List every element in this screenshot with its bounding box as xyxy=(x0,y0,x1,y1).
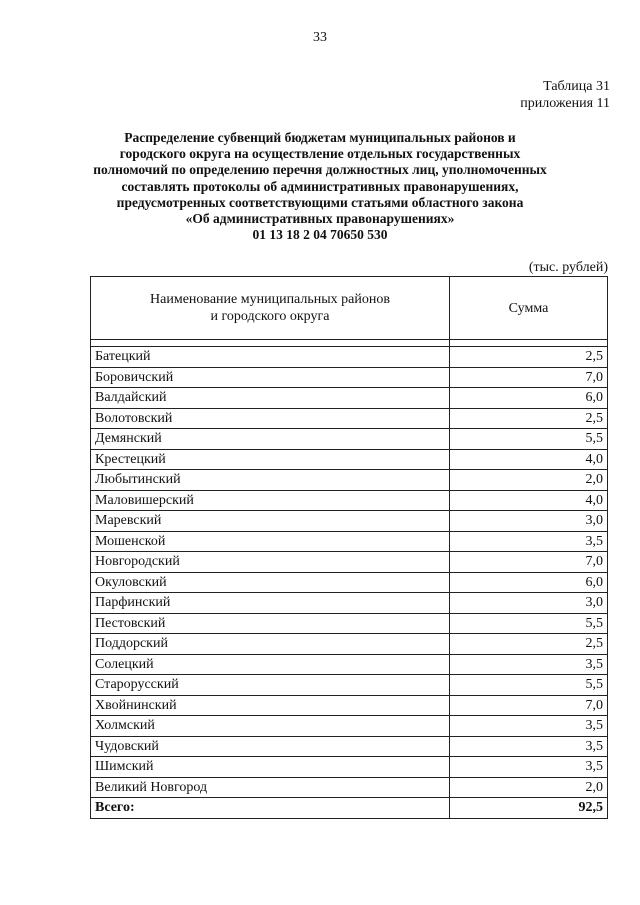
table-row xyxy=(91,449,608,470)
district-sum: 6,0 xyxy=(450,572,608,593)
district-sum: 3,5 xyxy=(450,736,608,757)
header-name-column xyxy=(91,277,450,340)
district-sum: 3,5 xyxy=(450,654,608,675)
table-row xyxy=(91,675,608,696)
district-name: Демянский xyxy=(91,429,450,450)
district-sum: 5,5 xyxy=(450,675,608,696)
table-row xyxy=(91,593,608,614)
table-reference xyxy=(520,78,610,112)
title-line: «Об административных правонарушениях» xyxy=(185,211,455,227)
title-line: городского округа на осуществление отдельных государственных xyxy=(119,146,521,162)
table-row xyxy=(91,716,608,737)
table-row xyxy=(91,757,608,778)
table-row xyxy=(91,531,608,552)
title-line: предусмотренных соответствующими статьями областного закона xyxy=(116,194,524,210)
table-row xyxy=(91,388,608,409)
district-name: Холмский xyxy=(91,716,450,737)
units-label: (тыс. рублей) xyxy=(528,260,608,275)
district-name: Солецкий xyxy=(91,654,450,675)
distribution-table xyxy=(90,276,608,819)
district-name: Новгородский xyxy=(91,552,450,573)
district-name: Окуловский xyxy=(91,572,450,593)
district-sum: 3,0 xyxy=(450,593,608,614)
district-sum: 2,5 xyxy=(450,634,608,655)
table-row xyxy=(91,429,608,450)
district-name: Хвойнинский xyxy=(91,695,450,716)
table-row xyxy=(91,347,608,368)
district-name: Старорусский xyxy=(91,675,450,696)
table-row xyxy=(91,695,608,716)
district-sum: 5,5 xyxy=(450,429,608,450)
district-sum: 3,5 xyxy=(450,757,608,778)
table-header-row xyxy=(91,277,608,340)
district-name: Маревский xyxy=(91,511,450,532)
table-row xyxy=(91,408,608,429)
title-line: Распределение субвенций бюджетам муниципальных районов и xyxy=(124,130,516,145)
district-name: Маловишерский xyxy=(91,490,450,511)
table-row xyxy=(91,511,608,532)
district-name: Поддорский xyxy=(91,634,450,655)
budget-code: 01 13 18 2 04 70650 530 xyxy=(252,227,388,243)
district-name: Шимский xyxy=(91,757,450,778)
table-row xyxy=(91,572,608,593)
table-row xyxy=(91,634,608,655)
district-sum: 2,0 xyxy=(450,777,608,798)
header-name-line1: Наименование муниципальных районов xyxy=(150,292,390,307)
district-name: Чудовский xyxy=(91,736,450,757)
district-name: Великий Новгород xyxy=(91,777,450,798)
district-sum: 4,0 xyxy=(450,449,608,470)
table-spacer-row xyxy=(91,340,608,347)
header-name-line2: и городского округа xyxy=(210,309,330,324)
district-name: Любытинский xyxy=(91,470,450,491)
page-number: 33 xyxy=(313,30,327,45)
total-row xyxy=(91,798,608,819)
district-sum: 6,0 xyxy=(450,388,608,409)
district-sum: 3,0 xyxy=(450,511,608,532)
district-sum: 2,5 xyxy=(450,347,608,368)
table-row xyxy=(91,777,608,798)
district-name: Боровичский xyxy=(91,367,450,388)
table-ref-line1: Таблица 31 xyxy=(543,79,610,94)
table-row xyxy=(91,613,608,634)
district-sum: 3,5 xyxy=(450,531,608,552)
district-name: Волотовский xyxy=(91,408,450,429)
header-sum-column: Сумма xyxy=(450,277,608,340)
district-name: Пестовский xyxy=(91,613,450,634)
district-sum: 7,0 xyxy=(450,367,608,388)
district-name: Батецкий xyxy=(91,347,450,368)
table-body xyxy=(91,340,608,819)
district-sum: 3,5 xyxy=(450,716,608,737)
district-name: Валдайский xyxy=(91,388,450,409)
total-label: Всего: xyxy=(91,798,450,819)
table-row xyxy=(91,736,608,757)
district-sum: 2,5 xyxy=(450,408,608,429)
table-row xyxy=(91,470,608,491)
document-title xyxy=(70,130,570,243)
district-sum: 5,5 xyxy=(450,613,608,634)
table-row xyxy=(91,367,608,388)
table-row xyxy=(91,490,608,511)
district-sum: 7,0 xyxy=(450,695,608,716)
table-row xyxy=(91,654,608,675)
district-name: Мошенской xyxy=(91,531,450,552)
title-line: полномочий по определению перечня должностных лиц, уполномоченных xyxy=(93,162,547,178)
district-sum: 4,0 xyxy=(450,490,608,511)
district-name: Крестецкий xyxy=(91,449,450,470)
table-row xyxy=(91,552,608,573)
table-ref-line2: приложения 11 xyxy=(520,96,610,111)
district-name: Парфинский xyxy=(91,593,450,614)
district-sum: 7,0 xyxy=(450,552,608,573)
district-sum: 2,0 xyxy=(450,470,608,491)
title-line: составлять протоколы об административных правонарушениях, xyxy=(121,178,519,194)
total-sum: 92,5 xyxy=(450,798,608,819)
